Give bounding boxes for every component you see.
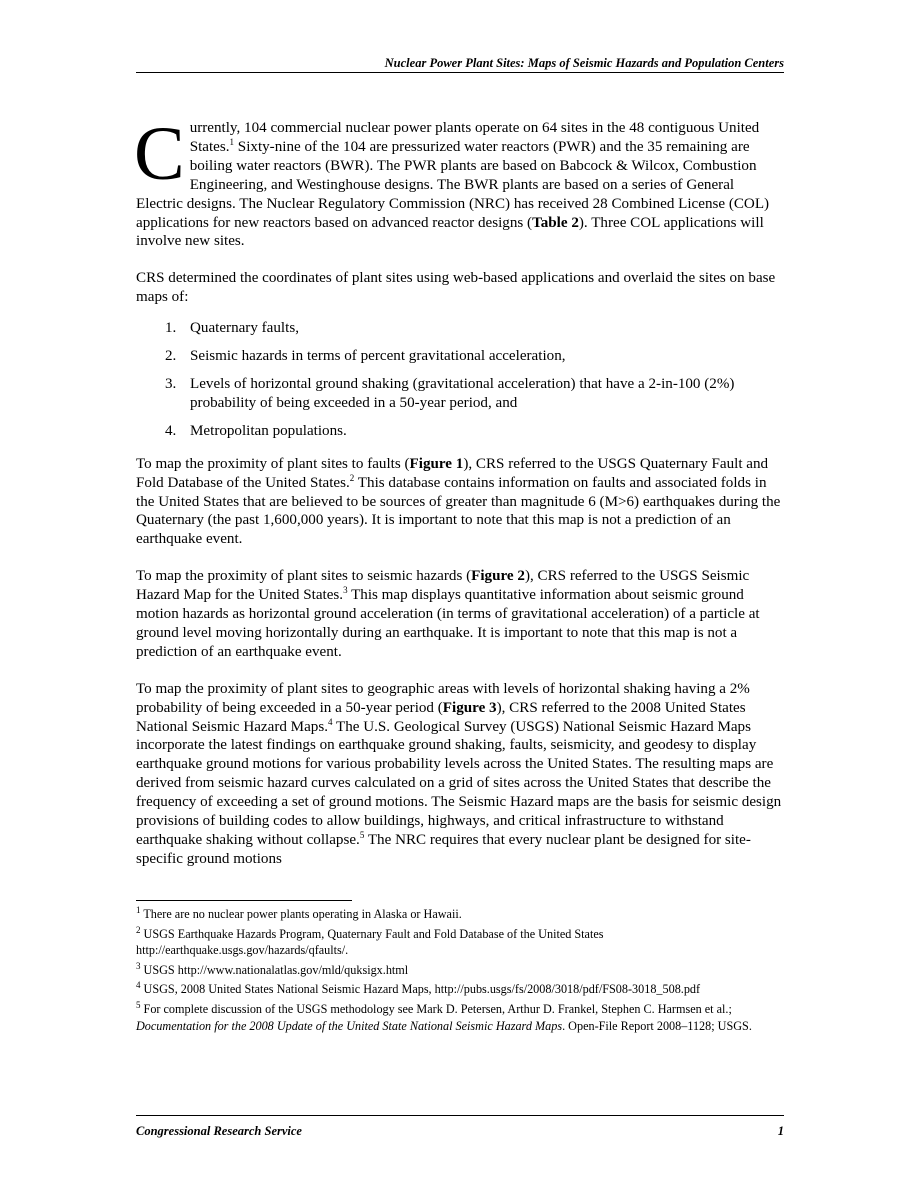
- list-item: 3. Levels of horizontal ground shaking (gravitational acceleration) that have a 2-in-100 (2%) probability of being exceeded in a 50-year period, and: [165, 375, 735, 411]
- page-number: 1: [777, 1124, 784, 1138]
- paragraph: CRS determined the coordinates of plant sites using web-based applications and overlaid the sites on base maps of:: [136, 270, 776, 306]
- footnotes: [136, 906, 784, 1037]
- report-title: Documentation for the 2008 Update of the United State National Seismic Hazard Maps: [136, 1018, 563, 1033]
- footnote-ref: 1: [229, 136, 235, 147]
- running-header: Nuclear Power Plant Sites: Maps of Seismic Hazards and Population Centers: [136, 54, 784, 73]
- paragraph: To map the proximity of plant sites to seismic hazards (Figure 2), CRS referred to the USGS Seismic Hazard Map for the United States.$^3$ This map displays quantitative information about seismic ground motion hazards as horizontal ground acceleration (in terms of gravitational acceleration) of a particle at ground level moving horizontally during an earthquake. It is important to note that this map is not a prediction of an earthquake event.: [136, 568, 760, 660]
- list-item: 4. Metropolitan populations.: [165, 422, 347, 439]
- intro-paragraph: Currently, 104 commercial nuclear power plants operate on 64 sites in the 48 contiguous United States.$^1$ Sixty-nine of the 104 are pressurized water reactors (PWR) and the 35 remaining are boiling water reactors (BWR). The PWR plants are based on Babcock & Wilcox, Combustion Engineering, and Westinghouse designs. The BWR plants are based on a series of General Electric designs. The Nuclear Regulatory Commission (NRC) has received 28 Combined License (COL) applications for new reactors based on advanced reactor designs (Table 2). Three COL applications will involve new sites.: [134, 112, 770, 250]
- paragraph: To map the proximity of plant sites to geographic areas with levels of horizontal shaking having a 2% probability of being exceeded in a 50-year period (Figure 3), CRS referred to the 2008 United States National Seismic Hazard Maps.$^4$ The U.S. Geological Survey (USGS) National Seismic Hazard Maps incorporate the latest findings on earthquake ground shaking, faults, seismicity, and geodesy to display earthquake ground motions for various probability levels across the United States. The resulting maps are derived from seismic hazard curves calculated on a grid of sites across the United States that describe the frequency of exceeding a set of ground motions. The Seismic Hazard maps are the basis for seismic design provisions of building codes to allow buildings, highways, and critical infrastructure to withstand earthquake shaking without collapse.$^5$ The NRC requires that every nuclear plant be designed for site-specific ground motions: [136, 680, 782, 867]
- paragraph: To map the proximity of plant sites to faults (Figure 1), CRS referred to the USGS Quaternary Fault and Fold Database of the United States.$^2$ This database contains information on faults and associated folds in the United States that are believed to be sources of greater than magnitude 6 (M>6) earthquakes during the Quaternary (the past 1,600,000 years). It is important to note that this map is not a prediction of an earthquake event.: [136, 455, 781, 548]
- footnote-ref: 4: [327, 716, 333, 727]
- figure-ref: Figure 3: [442, 699, 497, 716]
- footnote-ref: 5: [359, 830, 365, 840]
- footnote: $^3$ USGS http://www.nationalatlas.gov/mld/quksigx.html: [136, 960, 409, 977]
- drop-cap: C: [134, 112, 185, 196]
- figure-ref: Figure 2: [471, 568, 525, 585]
- footnote-ref: 3: [343, 585, 348, 596]
- footnote: $^4$ USGS, 2008 United States National Seismic Hazard Maps, http://pubs.usgs/fs/2008/3018/pdf/FS08-3018_508.pdf: [136, 980, 701, 997]
- list-item: 2. Seismic hazards in terms of percent gravitational acceleration,: [165, 348, 566, 365]
- footnote: $^1$ There are no nuclear power plants operating in Alaska or Hawaii.: [136, 905, 462, 921]
- page: [136, 0, 784, 1191]
- base-map-list: [136, 319, 784, 441]
- footnote: $^5$ For complete discussion of the USGS methodology see Mark D. Petersen, Arthur D. Frankel, Stephen C. Harmsen et al.; Documentation for the 2008 Update of the United State National Seismic Hazard Maps. Open-File Report 2008–1128; USGS.: [136, 999, 752, 1033]
- footnote-divider: [136, 900, 352, 901]
- footnote-ref: 2: [349, 472, 355, 483]
- footnote: $^2$ USGS Earthquake Hazards Program, Quaternary Fault and Fold Database of the United States http://earthquake.usgs.gov/hazards/qfaults/.: [136, 924, 604, 958]
- body-text: [134, 112, 784, 887]
- list-item: 1. Quaternary faults,: [165, 320, 299, 337]
- page-footer: [136, 1115, 784, 1138]
- table-ref: Table 2: [532, 214, 579, 231]
- footer-organization: Congressional Research Service: [136, 1124, 302, 1138]
- figure-ref: Figure 1: [409, 455, 464, 472]
